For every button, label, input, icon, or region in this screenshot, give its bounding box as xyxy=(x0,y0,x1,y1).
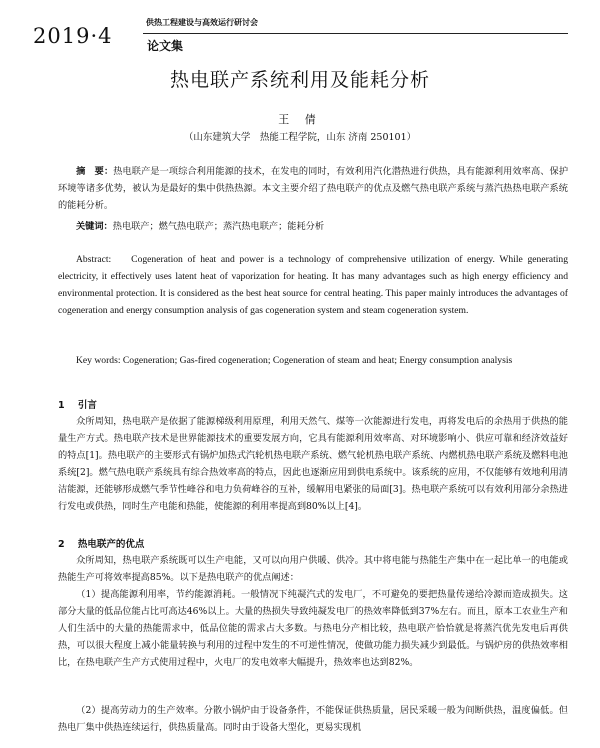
keywords-en-label: Key words: xyxy=(76,355,121,366)
section-2-item-2: （2）提高劳动力的生产效率。分散小锅炉由于设备条件，不能保证供热质量，居民采暖一般为间断供热，温度偏低。但热电厂集中供热连续运行，供热质量高。同时由于设备大型化，更易实现机 xyxy=(58,705,568,733)
section-2-body xyxy=(58,552,568,671)
header-rule xyxy=(143,33,568,34)
section-1-heading xyxy=(58,397,97,411)
section-1-title: 引言 xyxy=(77,400,97,411)
section-1-number: 1 xyxy=(58,400,65,411)
keywords-en-text: Cogeneration; Gas-fired cogeneration; Cogeneration of steam and heat; Energy consumption analysis xyxy=(122,355,513,366)
section-2-item-1: （1）提高能源利用率，节约能源消耗。一般情况下纯凝汽式的发电厂，不可避免的要把热量传递给冷源而造成损失。这部分大量的低品位能占比可高达46%以上。大量的热损失导致纯凝发电厂的热效率降低到37%左右。而且，原本工农业生产和人们生活中的大量的热能需求中，低品位能的需求占大多数。与热电分产相比较，热电联产恰恰就是将蒸汽优先发电后再供热，可以很大程度上减小能量转换与利用的过程中发生的不可逆性情况，使做功能力损失减少到最低。与锅炉房的供热效率相比，在热电联产生产方式使用过程中，火电厂的发电效率大幅提升，热效率也达到82%。 xyxy=(58,589,568,668)
author-affiliation: （山东建筑大学 热能工程学院，山东 济南 250101） xyxy=(183,132,417,143)
section-2-number: 2 xyxy=(58,539,65,550)
abstract-text: 热电联产是一项综合利用能源的技术，在发电的同时，有效利用汽化潜热进行供热，具有能源利用效率高、保护环境等诸多优势，被认为是最好的集中供热热源。本文主要介绍了热电联产的优点及燃气热电联产系统与蒸汽热热电联产系统的能耗分析。 xyxy=(58,166,569,211)
section-2-heading xyxy=(58,536,144,550)
journal-year-issue: 2019·4 xyxy=(33,24,113,48)
section-1-body xyxy=(58,413,568,515)
collection-label: 论文集 xyxy=(147,39,184,53)
chinese-keywords xyxy=(58,218,568,235)
chinese-abstract xyxy=(58,163,568,214)
section-2-item-2-block xyxy=(58,702,568,736)
article-author: 王 倩 xyxy=(278,113,322,126)
section-2-intro: 众所周知，热电联产系统既可以生产电能，又可以向用户供暖、供冷。其中将电能与热能生产集中在一起比单一的电能或热能生产可将效率提高85%。以下是热电联产的优点阐述： xyxy=(58,555,568,583)
article-title: 热电联产系统利用及能耗分析 xyxy=(169,69,430,91)
abstract-en-text: Cogeneration of heat and power is a technology of comprehensive utilization of energy. While generating electricity, it effectively uses latent heat of vaporization for heating. It has many advantages such as high energy efficiency and environmental protection. It is considered as the best heat source for central heating. This paper mainly introduces the advantages of cogeneration and energy consumption analysis of gas cogeneration system and steam cogeneration system. xyxy=(58,254,568,316)
section-2-title: 热电联产的优点 xyxy=(77,539,145,550)
abstract-label: 摘 要： xyxy=(76,166,114,177)
english-keywords xyxy=(58,352,568,369)
keywords-text: 热电联产；燃气热电联产；蒸汽热电联产；能耗分析 xyxy=(112,221,325,232)
conference-name: 供热工程建设与高效运行研讨会 xyxy=(146,18,258,27)
english-abstract xyxy=(58,251,568,319)
keywords-label: 关键词： xyxy=(76,221,113,232)
section-1-paragraph: 众所周知，热电联产是依据了能源梯级利用原理，利用天然气、煤等一次能源进行发电，再将发电后的余热用于供热的能量生产方式。热电联产技术是世界能源技术的重要发展方向，它具有能源利用效率高、对环境影响小、供应可靠和经济效益好的特点[1]。热电联产的主要形式有锅炉加热式汽轮机热电联产系统、燃气轮机热电联产系统、内燃机热电联产系统及燃料电池系统[2]。燃气热电联产系统具有综合热效率高的特点，因此也逐渐应用到供电系统中。该系统的应用，不仅能够有效地利用清洁能源，还能够形成燃气季节性峰谷和电力负荷峰谷的互补，缓解用电紧张的局面[3]。热电联产系统可以有效利用部分余热进行发电或供热，同时生产电能和热能，使能源的利用率提高到80%以上[4]。 xyxy=(58,416,568,512)
abstract-en-label: Abstract: xyxy=(76,254,112,265)
